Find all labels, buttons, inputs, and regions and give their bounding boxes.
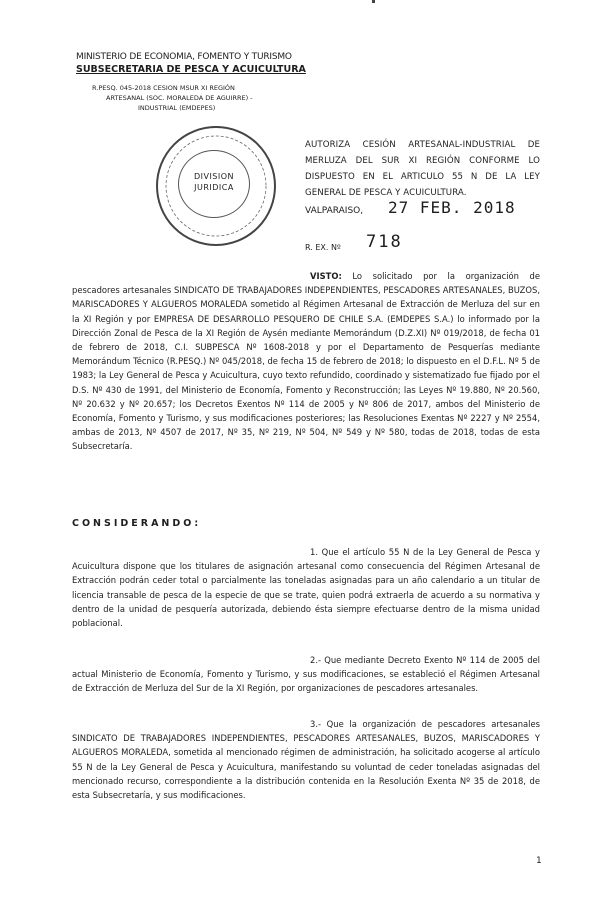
visto-text: Lo solicitado por la organización de pescadores artesanales SINDICATO DE TRABAJADORES INDEPENDIENTES, PESCADORES ARTESANALES, BUZOS, MARISCADORES Y ALGUEROS MORALEDA sometido al Régimen Artesanal de Extracción de Merluza del sur en la XI Región y por EMPRESA DE DESARROLLO PESQUERO DE CHILE S.A. (EMDEPES S.A.) lo informado por la Dirección Zonal de Pesca de la XI Región de Aysén mediante Memorándum (D.Z.XI) Nº 019/2018, de fecha 01 de febrero de 2018, C.I. SUBPESCA Nº 1608-2018 y por el Departamento de Pesquerías mediante Memorándum Técnico (R.PESQ.) Nº 045/2018, de fecha 15 de febrero de 2018; lo dispuesto en el D.F.L. Nº 5 de 1983; la Ley General de Pesca y Acuicultura, cuyo texto refundido, coordinado y sistematizado fue fijado por el D.S. Nº 430 de 1991, del Ministerio de Economía, Fomento y Reconstrucción; las Leyes Nº 19.880, Nº 20.560, Nº 20.632 y Nº 20.657; los Decretos Exentos Nº 114 de 2005 y Nº 806 de 2017, ambos del Ministerio de Economía, Fomento y Turismo, y sus modificaciones posteriores; las Resoluciones Exentas Nº 2227 y Nº 2554, ambas de 2013, Nº 4507 de 2017, Nº 35, Nº 219, Nº 504, Nº 549 y Nº 580, todas de 2018, todas de esta Subsecretaría. bbox=[72, 271, 540, 452]
letterhead bbox=[76, 52, 306, 75]
official-stamp bbox=[156, 126, 276, 246]
considerando-paragraph-2 bbox=[72, 653, 540, 696]
considerando-paragraph-3 bbox=[72, 717, 540, 802]
stamp-line-2: JURIDICA bbox=[194, 183, 234, 192]
reference-line: ARTESANAL (SOC. MORALEDA DE AGUIRRE) - bbox=[106, 94, 253, 102]
scan-mark bbox=[372, 0, 375, 3]
stamped-date: 27 FEB. 2018 bbox=[388, 198, 516, 217]
paragraph-text: 1. Que el artículo 55 N de la Ley General de Pesca y Acuicultura dispone que los titulares de asignación artesanal como consecuencia del Régimen Artesanal de Extracción podrán ceder total o parcialmente las toneladas asignadas para un año calendario a un titular de licencia transable de pesca de la especie de que se trate, quien podrá extraerla de acuerdo a su normativa y dentro de la unidad de pesquería autorizada, debiendo ésta siempre efectuarse dentro de la misma unidad poblacional. bbox=[72, 547, 540, 629]
place-label: VALPARAISO, bbox=[305, 206, 364, 216]
stamp-line-1: DIVISION bbox=[193, 172, 235, 181]
visto-label: VISTO: bbox=[310, 271, 342, 281]
subsecretaria-name: SUBSECRETARIA DE PESCA Y ACUICULTURA bbox=[76, 63, 306, 75]
reference-line: R.PESQ. 045-2018 CESION MSUR XI REGIÓN bbox=[92, 84, 235, 92]
paragraph-text: 2.- Que mediante Decreto Exento Nº 114 de 2005 del actual Ministerio de Economía, Fomento y Turismo, y sus modificaciones, se estableció el Régimen Artesanal de Extracción de Merluza del Sur de la XI Región, por organizaciones de pescadores artesanales. bbox=[72, 655, 540, 694]
considerando-heading: CONSIDERANDO: bbox=[72, 518, 202, 529]
reference-line: INDUSTRIAL (EMDEPES) bbox=[138, 104, 216, 112]
resolution-number: 718 bbox=[366, 232, 403, 252]
page-number: 1 bbox=[536, 856, 542, 866]
resolution-title: AUTORIZA CESIÓN ARTESANAL-INDUSTRIAL DE MERLUZA DEL SUR XI REGIÓN CONFORME LO DISPUESTO EN EL ARTICULO 55 N DE LA LEY GENERAL DE PESCA Y ACUICULTURA. bbox=[305, 140, 540, 198]
stamp-center bbox=[178, 150, 250, 218]
visto-paragraph bbox=[72, 269, 540, 454]
resolution-label: R. EX. Nº bbox=[305, 243, 341, 252]
considerando-paragraph-1 bbox=[72, 545, 540, 630]
ministry-name: MINISTERIO DE ECONOMIA, FOMENTO Y TURISMO bbox=[76, 52, 292, 62]
paragraph-text: 3.- Que la organización de pescadores artesanales SINDICATO DE TRABAJADORES INDEPENDIENTES, PESCADORES ARTESANALES, BUZOS, MARISCADORES Y ALGUEROS MORALEDA, sometida al mencionado régimen de administración, ha solicitado acogerse al artículo 55 N de la Ley General de Pesca y Acuicultura, manifestando su voluntad de ceder toneladas asignadas del mencionado recurso, correspondiente a la distribución contenida en la Resolución Exenta Nº 35 de 2018, de esta Subsecretaría, y sus modificaciones. bbox=[72, 719, 540, 801]
